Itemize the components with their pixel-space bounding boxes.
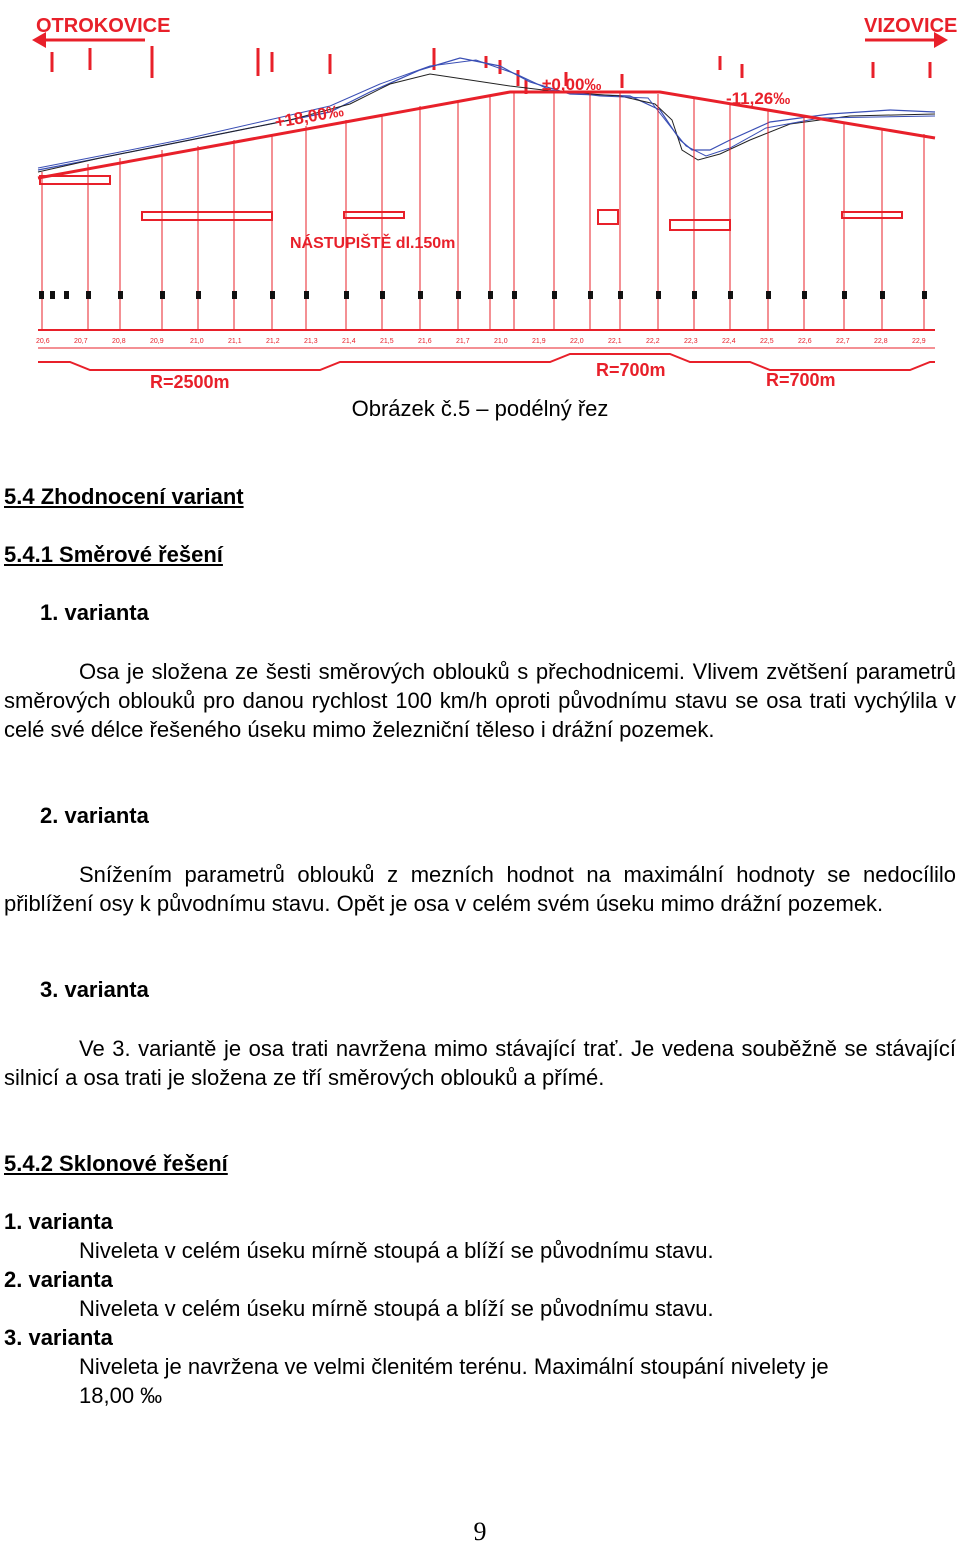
station-label: 21,6: [418, 338, 432, 345]
grade-label-3: -11,26‰: [726, 89, 791, 108]
station-label: 21,2: [266, 338, 280, 345]
station-label: 21,0: [494, 338, 508, 345]
section-heading-5-4-2: 5.4.2 Sklonové řešení: [4, 1151, 228, 1176]
grade-label-1: +18,00‰: [273, 101, 346, 132]
section-heading-5-4-1: 5.4.1 Směrové řešení: [4, 542, 223, 567]
station-label: 22,1: [608, 338, 622, 345]
grade-line: [38, 92, 935, 178]
dir-variant-3-title: 3. varianta: [40, 977, 149, 1002]
longitudinal-profile-figure: [30, 0, 958, 392]
station-label: 22,4: [722, 338, 736, 345]
station-label: 22,9: [912, 338, 926, 345]
grade-variant-3-text-line-1: Niveleta je navržena ve velmi členitém terénu. Maximální stoupání nivelety je: [79, 1354, 829, 1379]
station-label: 22,6: [798, 338, 812, 345]
dir-variant-2-paragraph: [4, 860, 956, 918]
dir-variant-2-title: 2. varianta: [40, 803, 149, 828]
dir-variant-1-paragraph: [4, 657, 956, 744]
station-label: 22,3: [684, 338, 698, 345]
radius-label-2: R=700m: [596, 360, 666, 380]
figure-caption: Obrázek č.5 – podélný řez: [351, 396, 609, 421]
station-label: 21,5: [380, 338, 394, 345]
dir-variant-1-title: 1. varianta: [40, 600, 149, 625]
grade-variant-3-text-line-2: 18,00 ‰: [79, 1383, 163, 1408]
station-label: 20,6: [36, 338, 50, 345]
grade-variant-2-title: 2. varianta: [4, 1267, 113, 1292]
station-label: 22,5: [760, 338, 774, 345]
station-label: 21,7: [456, 338, 470, 345]
station-label: 21,1: [228, 338, 242, 345]
station-label: 21,0: [190, 338, 204, 345]
left-direction-label: OTROKOVICE: [36, 15, 171, 37]
station-label: 21,4: [342, 338, 356, 345]
section-heading-5-4: 5.4 Zhodnocení variant: [4, 484, 244, 509]
dir-variant-3-paragraph: [4, 1034, 956, 1092]
top-ticks: [52, 46, 930, 94]
radius-label-1: R=2500m: [150, 372, 230, 392]
page-number: 9: [473, 1517, 487, 1546]
dir-variant-2-text: Snížením parametrů oblouků z mezních hodnot na maximální hodnoty se nedocílilo přiblížení osy k původnímu stavu. Opět je osa v celém svém úseku mimo drážní pozemek.: [4, 862, 956, 916]
platform-label: NÁSTUPIŠTĚ dl.150m: [290, 235, 456, 252]
station-label: 21,9: [532, 338, 546, 345]
terrain-line-2: [38, 74, 935, 172]
dir-variant-3-text: Ve 3. variantě je osa trati navržena mimo stávající trať. Je vedena souběžně se stávající silnicí a osa trati je složena ze tří směrových oblouků a přímé.: [4, 1036, 956, 1090]
radius-label-3: R=700m: [766, 370, 836, 390]
station-labels: [36, 338, 926, 345]
dir-variant-1-text: Osa je složena ze šesti směrových oblouků s přechodnicemi. Vlivem zvětšení parametrů směrových oblouků pro danou rychlost 100 km/h oproti původnímu stavu se osa trati vychýlila v celé své délce řešeného úseku mimo železniční těleso i drážní pozemek.: [4, 659, 956, 742]
station-label: 22,8: [874, 338, 888, 345]
marker-row: [39, 291, 927, 299]
station-label: 20,7: [74, 338, 88, 345]
grade-variant-3-title: 3. varianta: [4, 1325, 113, 1350]
station-label: 20,8: [112, 338, 126, 345]
curvature-band: [38, 354, 935, 370]
grade-variant-2-text: Niveleta v celém úseku mírně stoupá a blíží se původnímu stavu.: [79, 1296, 714, 1321]
grade-variant-1-title: 1. varianta: [4, 1209, 113, 1234]
structure-blocks: [40, 176, 902, 230]
grade-label-2: ±0,00‰: [542, 75, 602, 94]
station-label: 22,7: [836, 338, 850, 345]
station-label: 22,2: [646, 338, 660, 345]
right-direction-label: VIZOVICE: [864, 15, 958, 37]
station-label: 22,0: [570, 338, 584, 345]
station-label: 21,3: [304, 338, 318, 345]
grade-variant-1-text: Niveleta v celém úseku mírně stoupá a blíží se původnímu stavu.: [79, 1238, 714, 1263]
station-label: 20,9: [150, 338, 164, 345]
